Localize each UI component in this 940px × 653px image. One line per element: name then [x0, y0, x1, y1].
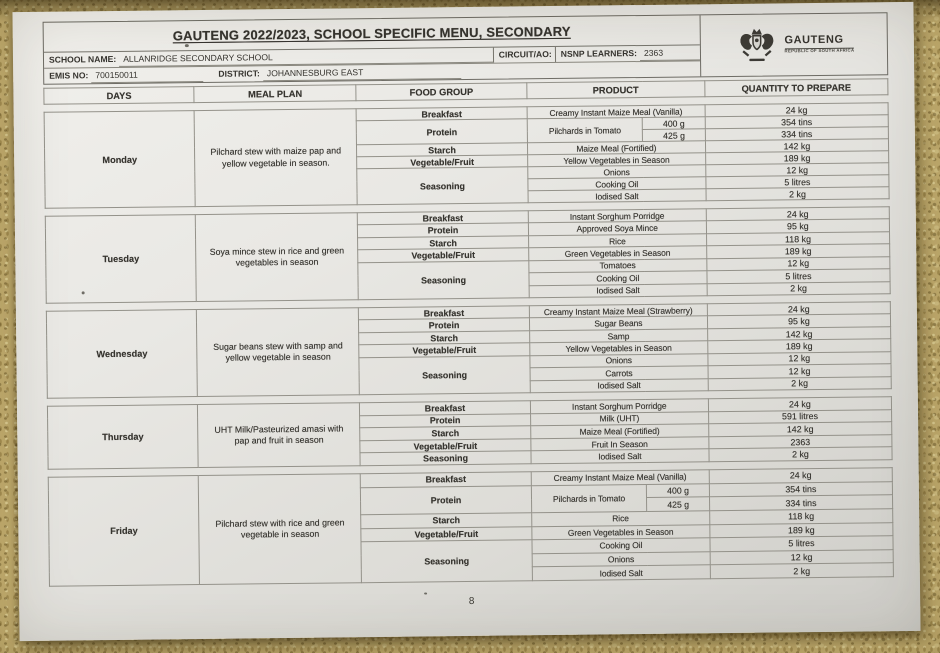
quantity-cell: 5 litres — [710, 536, 893, 552]
quantity-cell: 24 kg — [709, 468, 892, 484]
food-group-cell: Breakfast — [358, 211, 529, 225]
quantity-cell: 24 kg — [706, 207, 889, 221]
quantity-cell: 354 tins — [705, 115, 888, 129]
logo-subtext: REPUBLIC OF SOUTH AFRICA — [784, 47, 855, 54]
food-group-cell: Starch — [357, 143, 528, 157]
product-cell: Iodised Salt — [529, 283, 707, 297]
product-cell: Onions — [530, 353, 708, 367]
meal-plan-cell: Soya mince stew in rice and green vegetables in season — [195, 213, 358, 302]
quantity-cell: 2 kg — [706, 187, 889, 201]
product-cell: Cooking Oil — [529, 271, 707, 285]
gauteng-coat-of-arms-icon — [733, 27, 779, 64]
food-group-cell: Vegetable/Fruit — [361, 526, 532, 542]
food-group-cell: Breakfast — [356, 107, 527, 121]
food-group-cell: Seasoning — [361, 540, 532, 583]
product-cell: Onions — [532, 552, 710, 568]
school-name-label: SCHOOL NAME: — [48, 53, 117, 65]
food-group-cell: Starch — [358, 236, 529, 250]
product-cell: Rice — [528, 234, 706, 248]
food-group-cell: Breakfast — [359, 306, 530, 320]
product-cell: Instant Sorghum Porridge — [530, 399, 708, 414]
product-cell: Instant Sorghum Porridge — [528, 209, 706, 223]
page-title: GAUTENG 2022/2023, SCHOOL SPECIFIC MENU, SECONDARY — [172, 23, 571, 44]
product-size-cell: 425 g — [643, 129, 706, 142]
learners-label: NSNP LEARNERS: — [555, 46, 640, 62]
day-cell: Thursday — [47, 405, 198, 470]
product-cell: Pilchards in Tomato — [527, 117, 643, 142]
food-group-cell: Vegetable/Fruit — [358, 248, 529, 262]
day-cell: Monday — [44, 111, 195, 209]
product-cell: Approved Soya Mince — [528, 221, 706, 235]
column-header-product: PRODUCT — [527, 81, 705, 99]
quantity-cell: 118 kg — [709, 509, 892, 525]
food-group-cell: Starch — [361, 513, 532, 529]
column-header-meal-plan: MEAL PLAN — [194, 85, 356, 103]
quantity-cell: 189 kg — [710, 522, 893, 538]
quantity-cell: 189 kg — [706, 244, 889, 258]
meal-plan-cell: Pilchard stew with maize pap and yellow vegetable in season. — [194, 109, 357, 207]
product-cell: Iodised Salt — [531, 449, 709, 464]
food-group-cell: Seasoning — [359, 355, 530, 394]
quantity-cell: 2363 — [709, 434, 892, 449]
meal-plan-cell: Pilchard stew with rice and green vegetable in season — [198, 474, 361, 585]
product-cell: Green Vegetables in Season — [532, 524, 710, 540]
logo-wordmark — [784, 35, 854, 54]
day-cell: Wednesday — [46, 310, 197, 399]
meal-plan-cell: Sugar beans stew with samp and yellow vegetable in season — [197, 308, 360, 397]
food-group-cell: Vegetable/Fruit — [360, 439, 531, 454]
product-cell: Carrots — [530, 366, 708, 380]
food-group-cell: Protein — [359, 318, 530, 332]
product-cell: Iodised Salt — [530, 378, 708, 392]
quantity-cell: 5 litres — [706, 175, 889, 189]
food-group-cell: Vegetable/Fruit — [357, 155, 528, 169]
logo-name: GAUTENG — [784, 34, 844, 47]
district-value: JOHANNESBURG EAST — [263, 64, 461, 81]
food-group-cell: Protein — [358, 223, 529, 237]
school-name-value: ALLANRIDGE SECONDARY SCHOOL — [119, 48, 493, 67]
quantity-cell: 95 kg — [706, 219, 889, 233]
product-cell: Cooking Oil — [528, 177, 706, 191]
product-cell: Samp — [529, 329, 707, 343]
food-group-cell: Protein — [360, 413, 531, 428]
quantity-cell: 2 kg — [707, 281, 890, 296]
quantity-cell: 354 tins — [709, 481, 892, 497]
paper-speck — [185, 44, 189, 47]
menu-table-thursday — [47, 396, 893, 470]
column-header-days: DAYS — [44, 87, 194, 105]
product-cell: Maize Meal (Fortified) — [527, 141, 705, 155]
circuit-label: CIRCUIT/AO: — [493, 47, 555, 63]
product-size-cell: 400 g — [643, 117, 706, 130]
quantity-cell: 5 litres — [707, 269, 890, 283]
quantity-cell: 2 kg — [708, 376, 891, 391]
food-group-cell: Breakfast — [360, 401, 531, 416]
food-group-cell: Seasoning — [360, 451, 531, 466]
quantity-cell: 591 litres — [708, 409, 891, 424]
document-header — [43, 12, 889, 85]
column-header-food-group: FOOD GROUP — [356, 83, 527, 101]
product-size-cell: 425 g — [647, 497, 710, 511]
product-cell: Maize Meal (Fortified) — [530, 424, 708, 439]
quantity-cell: 334 tins — [705, 127, 888, 141]
meal-plan-cell: UHT Milk/Pasteurized amasi with pap and fruit in season — [198, 403, 361, 468]
product-cell: Tomatoes — [529, 258, 707, 272]
column-header-quantity: QUANTITY TO PREPARE — [705, 79, 888, 97]
product-cell: Sugar Beans — [529, 316, 707, 330]
menu-table-wednesday — [46, 301, 892, 399]
food-group-cell: Seasoning — [358, 260, 529, 299]
product-cell: Creamy Instant Maize Meal (Vanilla) — [527, 105, 705, 119]
food-group-cell: Protein — [361, 485, 532, 514]
day-cell: Friday — [48, 476, 199, 587]
product-cell: Creamy Instant Maize Meal (Vanilla) — [531, 470, 709, 486]
product-cell: Rice — [531, 511, 709, 527]
food-group-cell: Protein — [356, 119, 527, 145]
food-group-cell: Seasoning — [357, 167, 528, 205]
product-cell: Iodised Salt — [532, 565, 710, 581]
quantity-cell: 142 kg — [705, 139, 888, 153]
product-cell: Milk (UHT) — [530, 411, 708, 426]
quantity-cell: 24 kg — [705, 103, 888, 117]
info-row-spacer — [461, 61, 700, 79]
day-cell: Tuesday — [45, 215, 196, 304]
quantity-cell: 142 kg — [707, 327, 890, 341]
product-size-cell: 400 g — [647, 483, 710, 497]
menu-table-monday — [44, 102, 890, 209]
quantity-cell: 2 kg — [709, 447, 892, 462]
food-group-cell: Starch — [360, 426, 531, 441]
quantity-cell: 12 kg — [706, 163, 889, 177]
quantity-cell: 24 kg — [708, 397, 891, 412]
quantity-cell: 334 tins — [709, 495, 892, 511]
quantity-cell: 12 kg — [708, 351, 891, 365]
product-cell: Fruit In Season — [531, 437, 709, 452]
product-cell: Onions — [527, 165, 705, 179]
food-group-cell: Starch — [359, 331, 530, 345]
emis-value: 700150011 — [91, 67, 203, 83]
menu-table-friday — [48, 467, 894, 587]
header-left — [44, 15, 701, 83]
quantity-cell: 12 kg — [708, 364, 891, 378]
quantity-cell: 189 kg — [708, 339, 891, 353]
product-cell: Iodised Salt — [528, 189, 706, 203]
quantity-cell: 12 kg — [707, 256, 890, 270]
quantity-cell: 95 kg — [707, 314, 890, 328]
menu-document-page — [12, 2, 920, 641]
food-group-cell: Breakfast — [360, 472, 531, 488]
product-cell: Creamy Instant Maize Meal (Strawberry) — [529, 304, 707, 318]
product-cell: Pilchards in Tomato — [531, 484, 647, 513]
gauteng-logo — [700, 13, 888, 76]
product-cell: Cooking Oil — [532, 538, 710, 554]
product-cell: Yellow Vegetables in Season — [529, 341, 707, 355]
emis-label: EMIS NO: — [49, 70, 89, 81]
page-number: 8 — [468, 595, 475, 607]
quantity-cell: 2 kg — [710, 563, 893, 579]
quantity-cell: 142 kg — [709, 422, 892, 437]
food-group-cell: Vegetable/Fruit — [359, 343, 530, 357]
paper-speck — [82, 291, 85, 294]
product-cell: Green Vegetables in Season — [528, 246, 706, 260]
product-cell: Yellow Vegetables in Season — [527, 153, 705, 167]
paper-speck — [424, 592, 427, 594]
district-label: DISTRICT: — [218, 68, 260, 79]
quantity-cell: 118 kg — [706, 232, 889, 246]
learners-value: 2363 — [640, 45, 700, 61]
quantity-cell: 12 kg — [710, 549, 893, 565]
quantity-cell: 189 kg — [705, 151, 888, 165]
menu-table-tuesday — [45, 206, 891, 304]
quantity-cell: 24 kg — [707, 302, 890, 316]
